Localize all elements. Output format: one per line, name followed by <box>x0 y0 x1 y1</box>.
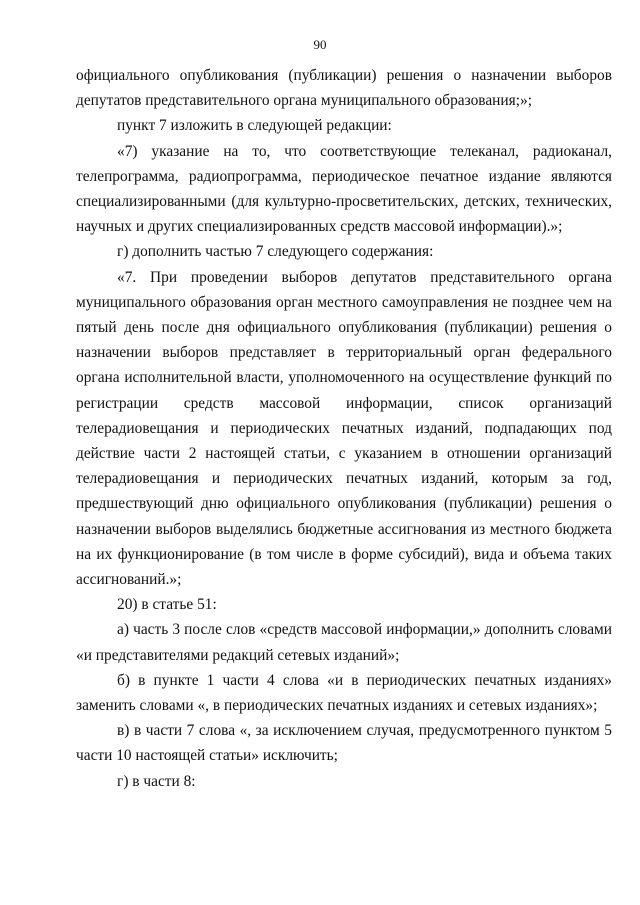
paragraph-quoted-item-7: «7) указание на то, что соответствующие телеканал, радиоканал, телепрограмма, радиопрограмма, периодическое печатное издание являются специализированными (для культурно-просветительских, детских, технических, научных и других специализированных средств массовой информации).»; <box>76 142 612 236</box>
paragraph-item-g: г) в части 8: <box>117 772 196 790</box>
paragraph-item-v: в) в части 7 слова «, за исключением случая, предусмотренного пунктом 5 части 10 настоящей статьи» исключить; <box>76 722 612 765</box>
paragraph-quoted-part-7: «7. При проведении выборов депутатов представительного органа муниципального образования орган местного самоуправления не позднее чем на пятый день после дня официального опубликования (публикации) решения о назначении выборов представляет в территориальный орган федерального органа исполнительной власти, уполномоченного на осуществление функций по регистрации средств массовой информации, список организаций телерадиовещания и периодических печатных изданий, подпадающих под действие части 2 настоящей статьи, с указанием в отношении организаций телерадиовещания и периодических печатных изданий, которым за год, предшествующий дню официального опубликования (публикации) решения о назначении выборов выделялись бюджетные ассигнования из местного бюджета на их функционирование (в том числе в форме субсидий), вида и объема таких ассигнований.»; <box>76 268 612 589</box>
document-body <box>76 63 612 794</box>
paragraph-article-51: 20) в статье 51: <box>117 596 217 614</box>
paragraph-item-a: а) часть 3 после слов «средств массовой информации,» дополнить словами «и представителями редакций сетевых изданий»; <box>76 621 612 664</box>
paragraph-instruction-part-7: г) дополнить частью 7 следующего содержания: <box>117 243 434 261</box>
paragraph-instruction-item-7: пункт 7 изложить в следующей редакции: <box>117 117 392 135</box>
paragraph-item-b: б) в пункте 1 части 4 слова «и в периодических печатных изданиях» заменить словами «, в периодических печатных изданиях и сетевых изданиях»; <box>76 671 612 715</box>
page-number: 90 <box>313 37 327 52</box>
paragraph-continuation: официального опубликования (публикации) решения о назначении выборов депутатов представительного органа муниципального образования;»; <box>76 67 612 110</box>
